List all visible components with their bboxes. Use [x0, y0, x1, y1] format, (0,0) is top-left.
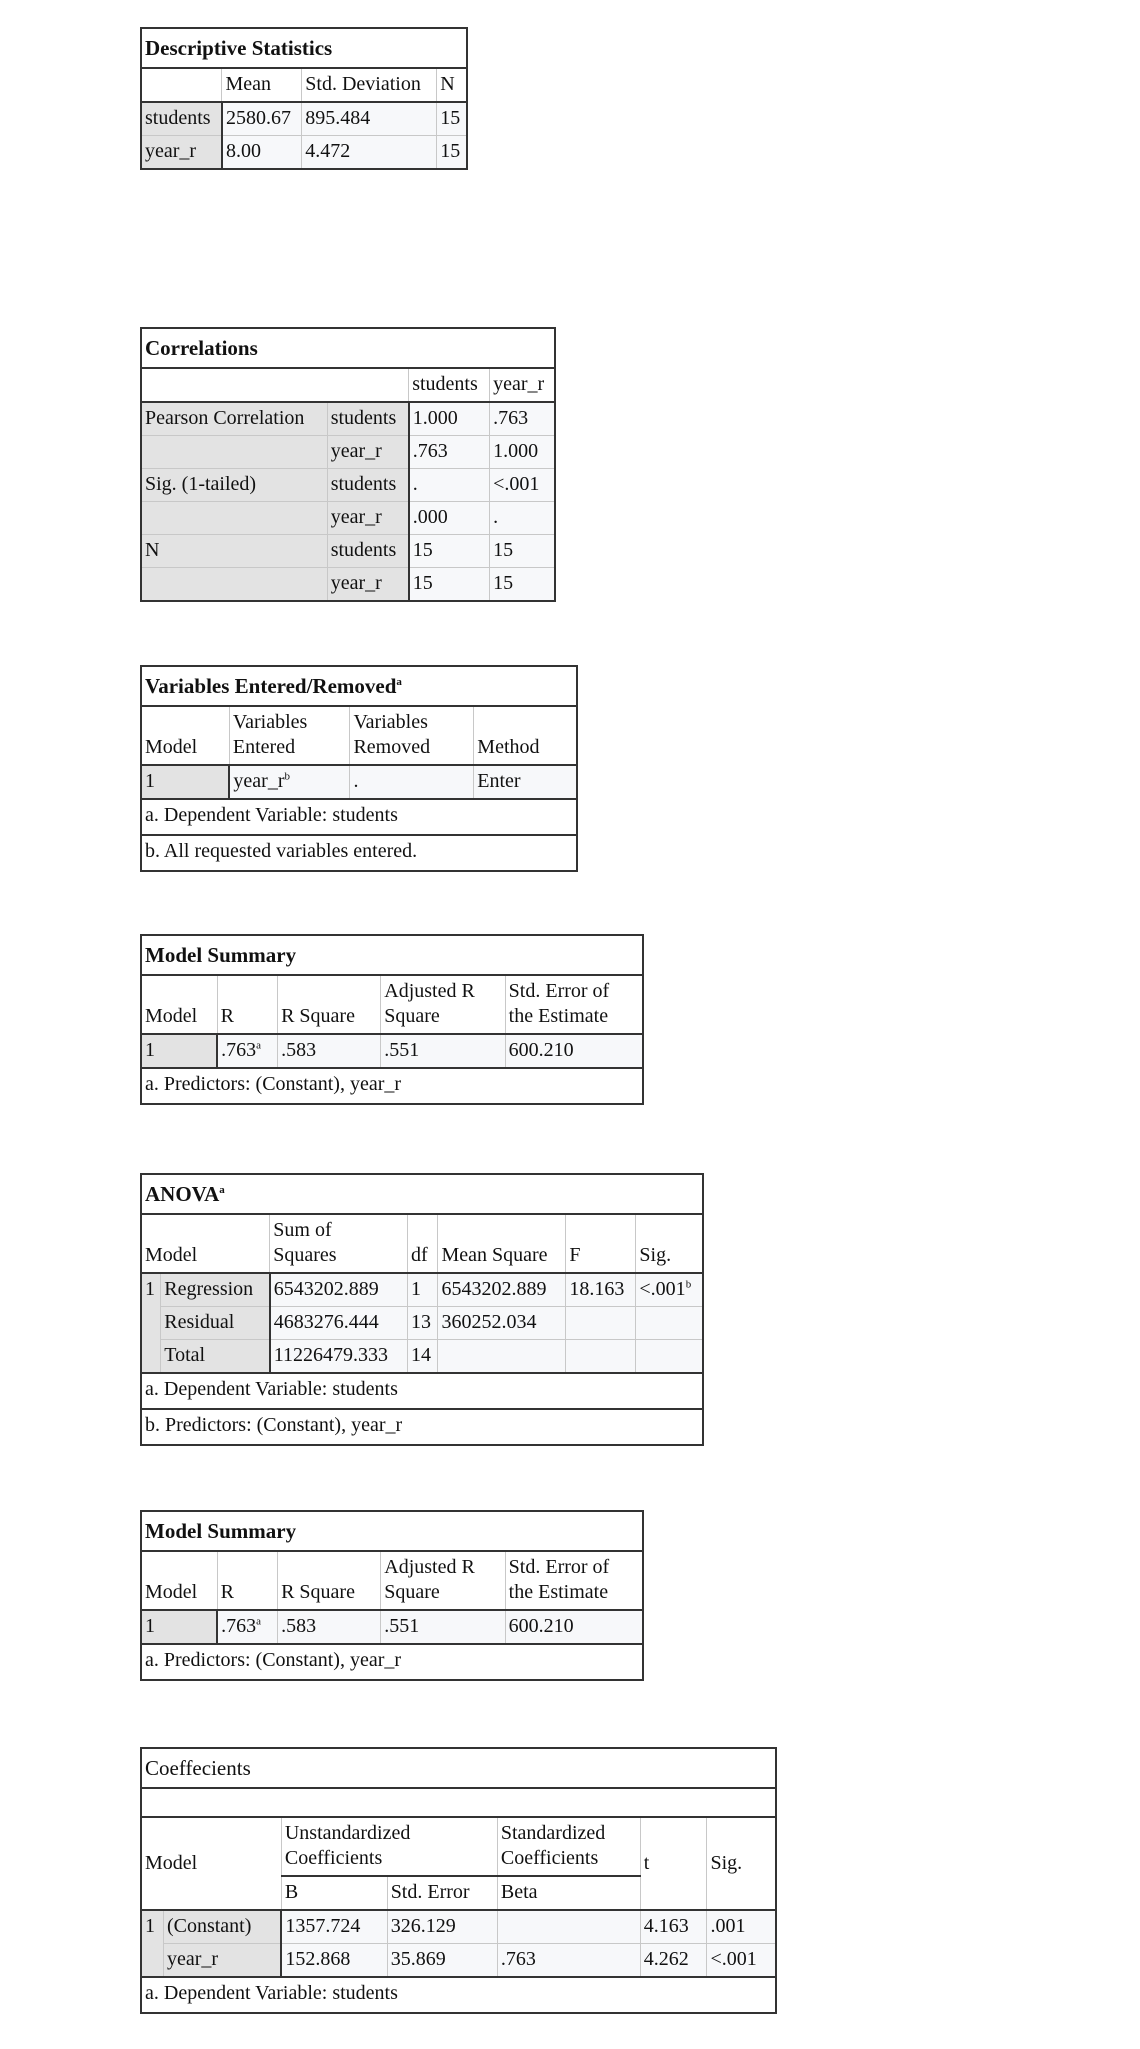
column-header: t — [640, 1817, 707, 1910]
column-header: students — [409, 368, 490, 402]
table-row — [141, 1273, 703, 1307]
column-header: df — [407, 1214, 438, 1273]
cell-value: 1.000 — [490, 436, 555, 469]
column-header: Variables Entered — [229, 706, 350, 765]
column-header: Std. Deviation — [302, 68, 437, 102]
cell-value: .763 — [490, 402, 555, 436]
table-row — [141, 1944, 776, 1978]
cell-value: <.001 — [707, 1944, 776, 1978]
column-header: R — [217, 975, 277, 1034]
column-header: Std. Error of the Estimate — [505, 1551, 643, 1610]
cell-value: 1 — [407, 1273, 438, 1307]
table-row — [141, 1034, 643, 1068]
column-header: Mean Square — [438, 1214, 566, 1273]
descriptive-statistics-table — [140, 27, 468, 170]
row-label: year_r — [141, 136, 222, 170]
footnote-marker: b — [284, 770, 290, 783]
column-header: Standardized Coefficients — [497, 1817, 640, 1876]
row-label: students — [327, 469, 409, 502]
row-label: year_r — [327, 436, 409, 469]
row-group-label — [141, 568, 327, 602]
cell-value: 14 — [407, 1340, 438, 1374]
table-row — [141, 469, 555, 502]
cell-value: .763 — [409, 436, 490, 469]
model-summary-table-2 — [140, 1510, 644, 1681]
row-label: 1 — [141, 1034, 217, 1068]
cell-value: 13 — [407, 1307, 438, 1340]
row-group-label: N — [141, 535, 327, 568]
row-label: Total — [161, 1340, 270, 1374]
row-group-label — [141, 436, 327, 469]
row-label: year_r — [327, 502, 409, 535]
column-header: N — [437, 68, 467, 102]
cell-value: 4.262 — [640, 1944, 707, 1978]
footnote: b. Predictors: (Constant), year_r — [141, 1409, 703, 1445]
row-label: 1 — [141, 765, 229, 799]
row-group-label — [141, 502, 327, 535]
table-row — [141, 765, 577, 799]
table-row — [141, 1610, 643, 1644]
column-header: year_r — [490, 368, 555, 402]
table-row — [141, 1340, 703, 1374]
cell-value: .583 — [278, 1034, 381, 1068]
cell-value: 18.163 — [566, 1273, 636, 1307]
table-row — [141, 402, 555, 436]
model-number: 1 — [141, 1910, 163, 1977]
column-header: R Square — [278, 1551, 381, 1610]
cell-value: 895.484 — [302, 102, 437, 136]
cell-value: 2580.67 — [222, 102, 302, 136]
table-title: Variables Entered/Removed$^a$ — [141, 666, 577, 706]
cell-value: .551 — [381, 1610, 505, 1644]
footnote: a. Predictors: (Constant), year_r — [141, 1644, 643, 1680]
row-label: Regression — [161, 1273, 270, 1307]
footnote: a. Dependent Variable: students — [141, 799, 577, 835]
cell-value: 4683276.444 — [270, 1307, 408, 1340]
cell-value: 15 — [437, 102, 467, 136]
cell-value: 6543202.889 — [438, 1273, 566, 1307]
column-header: Model — [141, 706, 229, 765]
column-header: Sig. — [636, 1214, 703, 1273]
table-title: ANOVA$^a$ — [141, 1174, 703, 1214]
cell-value: 600.210 — [505, 1610, 643, 1644]
cell-value: . — [409, 469, 490, 502]
column-subheader: Beta — [497, 1876, 640, 1910]
correlations-table — [140, 327, 556, 602]
cell-value: 4.163 — [640, 1910, 707, 1944]
cell-value: 15 — [409, 568, 490, 602]
row-label: students — [327, 402, 409, 436]
row-label: (Constant) — [163, 1910, 281, 1944]
column-header: Std. Error of the Estimate — [505, 975, 643, 1034]
row-group-label: Pearson Correlation — [141, 402, 327, 436]
column-header: Unstandardized Coefficients — [281, 1817, 497, 1876]
cell-value — [636, 1340, 703, 1374]
column-header: Variables Removed — [350, 706, 474, 765]
column-header: Adjusted R Square — [381, 1551, 505, 1610]
table-row — [141, 568, 555, 602]
table-title: Coeffecients — [141, 1748, 776, 1788]
column-header: Adjusted R Square — [381, 975, 505, 1034]
cell-value: 326.129 — [387, 1910, 497, 1944]
column-header — [141, 68, 222, 102]
table-row — [141, 436, 555, 469]
column-header: Model — [141, 1817, 281, 1910]
column-header: Model — [141, 975, 217, 1034]
footnote: b. All requested variables entered. — [141, 835, 577, 871]
table-title: Correlations — [141, 328, 555, 368]
cell-value: 152.868 — [281, 1944, 387, 1978]
table-row — [141, 102, 467, 136]
column-header: Method — [474, 706, 577, 765]
table-row — [141, 136, 467, 170]
column-header: F — [566, 1214, 636, 1273]
cell-value: .763 — [497, 1944, 640, 1978]
coefficients-table — [140, 1747, 777, 2014]
row-label: year_r — [327, 568, 409, 602]
cell-value: 15 — [490, 535, 555, 568]
column-header: Mean — [222, 68, 302, 102]
model-number: 1 — [141, 1273, 161, 1373]
row-group-label: Sig. (1-tailed) — [141, 469, 327, 502]
row-label: Residual — [161, 1307, 270, 1340]
cell-value: 15 — [437, 136, 467, 170]
footnote-marker: a — [256, 1039, 262, 1052]
footnote-marker: a — [256, 1615, 262, 1628]
row-label: students — [141, 102, 222, 136]
cell-value: .001 — [707, 1910, 776, 1944]
anova-table — [140, 1173, 704, 1446]
table-row — [141, 535, 555, 568]
column-header: R Square — [278, 975, 381, 1034]
cell-value: 1.000 — [409, 402, 490, 436]
cell-value: 1357.724 — [281, 1910, 387, 1944]
cell-value: 35.869 — [387, 1944, 497, 1978]
cell-value: .763$^a$ — [217, 1034, 277, 1068]
table-title: Model Summary — [141, 1511, 643, 1551]
column-header-blank — [141, 368, 409, 402]
cell-value — [438, 1340, 566, 1374]
column-subheader: B — [281, 1876, 387, 1910]
cell-value — [636, 1307, 703, 1340]
cell-value: 360252.034 — [438, 1307, 566, 1340]
table-row — [141, 1307, 703, 1340]
row-label: students — [327, 535, 409, 568]
column-header: R — [217, 1551, 277, 1610]
footnote-marker: a — [219, 1184, 225, 1196]
cell-value: 6543202.889 — [270, 1273, 408, 1307]
cell-value: 8.00 — [222, 136, 302, 170]
footnote-marker: a — [396, 676, 402, 688]
table-title: Descriptive Statistics — [141, 28, 467, 68]
cell-value: 600.210 — [505, 1034, 643, 1068]
model-summary-table — [140, 934, 644, 1105]
cell-value — [566, 1340, 636, 1374]
cell-value: 4.472 — [302, 136, 437, 170]
variables-entered-removed-table — [140, 665, 578, 872]
cell-value: 11226479.333 — [270, 1340, 408, 1374]
cell-value: 15 — [490, 568, 555, 602]
table-row — [141, 1910, 776, 1944]
cell-value: .763$^a$ — [217, 1610, 277, 1644]
row-label: year_r — [163, 1944, 281, 1978]
footnote: a. Dependent Variable: students — [141, 1373, 703, 1409]
row-label: 1 — [141, 1610, 217, 1644]
table-title: Model Summary — [141, 935, 643, 975]
cell-value: $year\_r^b$ — [229, 765, 350, 799]
cell-value: <.001 — [490, 469, 555, 502]
cell-value: <.001$^b$ — [636, 1273, 703, 1307]
cell-value: . — [490, 502, 555, 535]
cell-value: .551 — [381, 1034, 505, 1068]
cell-value: .000 — [409, 502, 490, 535]
footnote-marker: b — [685, 1278, 692, 1291]
column-header: Model — [141, 1551, 217, 1610]
column-header: Model — [141, 1214, 270, 1273]
column-header: Sig. — [707, 1817, 776, 1910]
cell-value: .583 — [278, 1610, 381, 1644]
table-row — [141, 502, 555, 535]
footnote: a. Dependent Variable: students — [141, 1977, 776, 2013]
cell-value: Enter — [474, 765, 577, 799]
column-header: Sum of Squares — [270, 1214, 408, 1273]
cell-value: 15 — [409, 535, 490, 568]
cell-value — [497, 1910, 640, 1944]
footnote: a. Predictors: (Constant), year_r — [141, 1068, 643, 1104]
blank-row — [141, 1788, 776, 1817]
column-subheader: Std. Error — [387, 1876, 497, 1910]
cell-value — [566, 1307, 636, 1340]
cell-value: . — [350, 765, 474, 799]
